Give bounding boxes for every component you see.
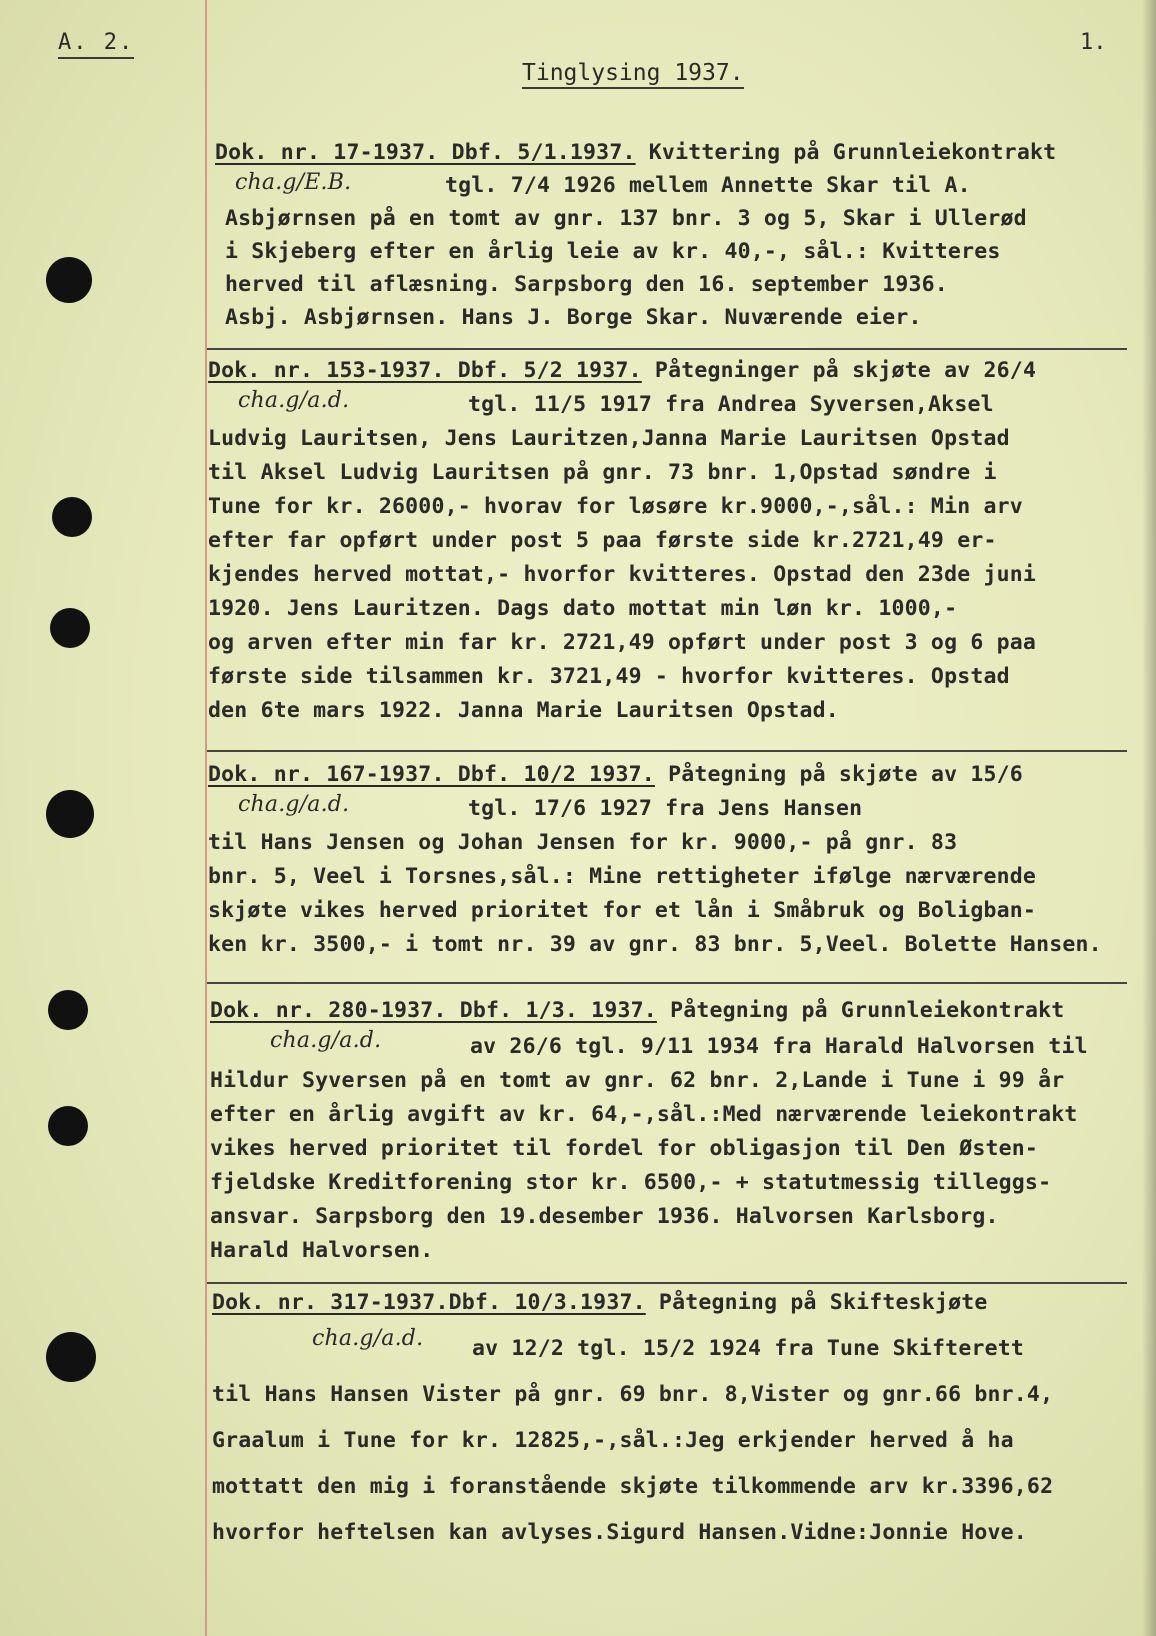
entry-header-line bbox=[208, 358, 1036, 383]
entry-header-line bbox=[215, 140, 1056, 165]
entry-line: efter far opført under post 5 paa første side kr.2721,49 er- bbox=[208, 528, 997, 553]
entry-line: Ludvig Lauritsen, Jens Lauritzen,Janna Marie Lauritsen Opstad bbox=[208, 426, 1010, 451]
punch-hole bbox=[52, 497, 92, 537]
entry-line: til Hans Hansen Vister på gnr. 69 bnr. 8,Vister og gnr.66 bnr.4, bbox=[212, 1382, 1054, 1407]
entry-title: Kvittering på Grunnleiekontrakt bbox=[648, 140, 1057, 165]
handwritten-mark: cha.g/a.d. bbox=[312, 1326, 424, 1351]
entry-line: fjeldske Kreditforening stor kr. 6500,- + statutmessig tilleggs- bbox=[210, 1170, 1052, 1195]
entry-header: Dok. nr. 167-1937. Dbf. 10/2 1937. bbox=[208, 762, 655, 787]
handwritten-mark: cha.g/E.B. bbox=[235, 170, 352, 195]
entry-header: Dok. nr. 280-1937. Dbf. 1/3. 1937. bbox=[210, 998, 657, 1023]
punch-hole bbox=[48, 990, 88, 1030]
entry-title: Påtegning på Skifteskjøte bbox=[658, 1290, 988, 1315]
entry-line: Tune for kr. 26000,- hvorav for løsøre kr.9000,-,sål.: Min arv bbox=[208, 494, 1023, 519]
entry-line: Asbj. Asbjørnsen. Hans J. Borge Skar. Nuværende eier. bbox=[225, 305, 922, 330]
page-edge-shadow bbox=[1142, 0, 1156, 1636]
entry-separator bbox=[207, 1282, 1127, 1284]
entry-line: ken kr. 3500,- i tomt nr. 39 av gnr. 83 bnr. 5,Veel. Bolette Hansen. bbox=[208, 932, 1102, 957]
entry-header-line bbox=[208, 762, 1023, 787]
entry-line: mottatt den mig i foranstående skjøte tilkommende arv kr.3396,62 bbox=[212, 1474, 1054, 1499]
entry-line: Graalum i Tune for kr. 12825,-,sål.:Jeg erkjender herved å ha bbox=[212, 1428, 1014, 1453]
entry-header-line bbox=[210, 998, 1064, 1023]
page-title: Tinglysing 1937. bbox=[522, 60, 744, 89]
entry-line: av 26/6 tgl. 9/11 1934 fra Harald Halvorsen til bbox=[470, 1034, 1088, 1059]
entry-line: og arven efter min far kr. 2721,49 opført under post 3 og 6 paa bbox=[208, 630, 1037, 655]
punch-hole bbox=[46, 257, 92, 303]
handwritten-mark: cha.g/a.d. bbox=[270, 1028, 382, 1053]
entry-line: Hildur Syversen på en tomt av gnr. 62 bnr. 2,Lande i Tune i 99 år bbox=[210, 1068, 1065, 1093]
punch-hole bbox=[46, 1332, 96, 1382]
handwritten-mark: cha.g/a.d. bbox=[238, 388, 350, 413]
entry-line: ansvar. Sarpsborg den 19.desember 1936. Halvorsen Karlsborg. bbox=[210, 1204, 999, 1229]
entry-header: Dok. nr. 153-1937. Dbf. 5/2 1937. bbox=[208, 358, 642, 383]
entry-line: tgl. 11/5 1917 fra Andrea Syversen,Aksel bbox=[468, 392, 994, 417]
handwritten-mark: cha.g/a.d. bbox=[238, 792, 350, 817]
punch-hole bbox=[48, 1106, 88, 1146]
entry-header: Dok. nr. 317-1937.Dbf. 10/3.1937. bbox=[212, 1290, 646, 1315]
entry-line: den 6te mars 1922. Janna Marie Lauritsen Opstad. bbox=[208, 698, 839, 723]
punch-hole bbox=[50, 608, 90, 648]
entry-line: første side tilsammen kr. 3721,49 - hvorfor kvitteres. Opstad bbox=[208, 664, 1010, 689]
margin-line bbox=[205, 0, 207, 1636]
entry-header-line bbox=[212, 1290, 988, 1315]
entry-line: vikes herved prioritet til fordel for obligasjon til Den Østen- bbox=[210, 1136, 1039, 1161]
entry-separator bbox=[207, 982, 1127, 984]
entry-line: tgl. 17/6 1927 fra Jens Hansen bbox=[468, 796, 863, 821]
entry-title: Påtegning på Grunnleiekontrakt bbox=[670, 998, 1065, 1023]
entry-line: herved til aflæsning. Sarpsborg den 16. september 1936. bbox=[225, 272, 948, 297]
entry-line: tgl. 7/4 1926 mellem Annette Skar til A. bbox=[445, 173, 971, 198]
entry-line: til Hans Jensen og Johan Jensen for kr. 9000,- på gnr. 83 bbox=[208, 830, 958, 855]
page-reference: A. 2. bbox=[58, 30, 134, 59]
entry-line: 1920. Jens Lauritzen. Dags dato mottat min løn kr. 1000,- bbox=[208, 596, 958, 621]
entry-header: Dok. nr. 17-1937. Dbf. 5/1.1937. bbox=[215, 140, 636, 165]
entry-line: Asbjørnsen på en tomt av gnr. 137 bnr. 3 og 5, Skar i Ullerød bbox=[225, 206, 1027, 231]
entry-line: i Skjeberg efter en årlig leie av kr. 40,-, sål.: Kvitteres bbox=[225, 239, 1001, 264]
entry-line: til Aksel Ludvig Lauritsen på gnr. 73 bnr. 1,Opstad søndre i bbox=[208, 460, 997, 485]
entry-separator bbox=[207, 750, 1127, 752]
entry-line: Harald Halvorsen. bbox=[210, 1238, 434, 1263]
entry-line: bnr. 5, Veel i Torsnes,sål.: Mine rettigheter ifølge nærværende bbox=[208, 864, 1037, 889]
entry-line: efter en årlig avgift av kr. 64,-,sål.:Med nærværende leiekontrakt bbox=[210, 1102, 1078, 1127]
entry-line: av 12/2 tgl. 15/2 1924 fra Tune Skifterett bbox=[472, 1336, 1025, 1361]
entry-line: skjøte vikes herved prioritet for et lån i Småbruk og Boligban- bbox=[208, 898, 1037, 923]
punch-hole bbox=[46, 790, 94, 838]
entry-title: Påtegning på skjøte av 15/6 bbox=[668, 762, 1023, 787]
entry-separator bbox=[207, 348, 1127, 350]
entry-line: kjendes herved mottat,- hvorfor kvitteres. Opstad den 23de juni bbox=[208, 562, 1037, 587]
page-number: 1. bbox=[1080, 30, 1107, 55]
entry-title: Påtegninger på skjøte av 26/4 bbox=[654, 358, 1037, 383]
entry-line: hvorfor heftelsen kan avlyses.Sigurd Hansen.Vidne:Jonnie Hove. bbox=[212, 1520, 1027, 1545]
